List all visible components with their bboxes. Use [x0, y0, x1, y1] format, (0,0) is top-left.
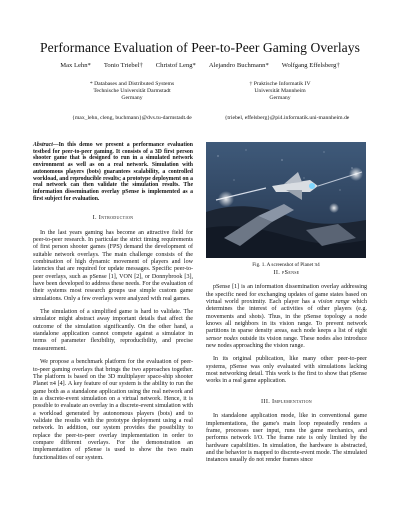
right-column: [206, 265, 367, 471]
paragraph: We propose a benchmark platform for the evaluation of peer-to-peer gaming overlays that brings the two approaches together. The platform is based on the 3D multiplayer space-ship shooter Planet π4 [4]. A key feature of our system is the ability to run the game both as a standalone application using the real network and in a discrete-event simulation on a virtual network. Hence, it is possible to evaluate an overlay in a discrete-event simulation with a workload generated by autonomous players (bots) and to validate the results with the prototype deployment using a real network. In addition, our system provides the possibility to replace the peer-to-peer overlay implementation in order to compare different overlays. For the demonstration an implementation of pSense is used to show the two main functionalities of our system.: [33, 359, 193, 461]
text-run: outside its vision range. These nodes also introduce new nodes approaching the vision range.: [206, 335, 367, 350]
affiliation-right: [205, 81, 355, 102]
abstract-lead: Abstract: [33, 142, 53, 148]
author-name: Alejandro Buchmann*: [208, 62, 269, 69]
section-heading-introduction: I. Introduction: [92, 214, 134, 222]
left-column: [33, 142, 193, 468]
paragraph: The simulation of a simplified game is hard to validate. The simulator might abstract away important details that affect the outcome of the simulation significantly. On the other hand, a standalone application cannot compete against a simulator in terms of parameter flexibility, reproducibility, and precise measurement.: [33, 309, 193, 352]
affiliation-name: * Databases and Distributed Systems: [89, 81, 175, 87]
italic-term: sensor nodes: [206, 335, 238, 342]
affiliation-name: † Praktische Informatik IV: [249, 81, 311, 87]
section-heading-implementation: III. Implementation: [261, 397, 312, 405]
section-heading-psense: II. pSense: [273, 269, 300, 276]
author-name: Wolfgang Effelsberg†: [281, 62, 340, 69]
author-name: Christof Leng*: [155, 62, 196, 69]
game-screenshot-image: [206, 142, 366, 258]
paper-title: Performance Evaluation of Peer-to-Peer Gaming Overlays: [40, 40, 360, 55]
paragraph: In its original publication, like many other peer-to-peer systems, pSense was only evaluated with simulations lacking most networking detail. This work is the first to show that pSense works in a real game application.: [206, 356, 367, 385]
abstract: [33, 142, 193, 202]
affiliation-left: [62, 81, 202, 102]
figure-caption: Fig. 1. A screenshot of Planet π4: [252, 262, 320, 268]
abstract-text: —In this demo we present a performance evaluation testbed for peer-to-peer gaming. It consists of a 3D first person shooter game that is designed to run in a simulated network environment as well as on a real network. Simulation with autonomous players (bots) guarantees scalability, a controlled workload, and reproducible results; a prototype deployment on a real network can then validate the simulation results. The information dissemination overlay pSense is implemented as a first subject for evaluation.: [33, 142, 193, 202]
text-run: which determines the interest of activities of other players (e.g. movements and shots). Thus, in the pSense topology a node knows all neighbors in its vision range. To prevent network partitions in sparse density areas, each node keeps a list of eight: [206, 299, 367, 335]
paragraph: In standalone application mode, like in conventional game implementations, the game's main loop repeatedly renders a frame, processes user input, runs the game mechanics, and performs network I/O. The frame rate is only limited by the hardware capabilities. In simulation, the hardware is abstracted, and the behavior is mapped to discrete-event mode. The simulated instances usually do not render frames since: [206, 413, 367, 464]
affiliation-institution: Universität Mannheim: [254, 88, 306, 95]
author-list: [0, 62, 400, 69]
email-left: {max_lehn, cleng, buchmann}@dvs.tu-darmstadt.de: [72, 115, 192, 121]
paragraph: In the last years gaming has become an attractive field for peer-to-peer research. In particular the strict timing requirements of first person shooter games (FPS) demand the development of suitable network overlays. The main challenge consists of the combination of high dynamic movement of players and low latencies that are required for update messages. Specific peer-to-peer overlays, such as pSense [1], VON [2], or Donnybrook [3], have been developed to address these needs. For the evaluation of their systems most research groups use simple custom game simulations. Only a few overlays were analyzed with real games.: [33, 229, 193, 302]
affiliation-country: Germany: [269, 95, 291, 102]
paragraph: [206, 284, 367, 350]
email-right: {triebel, effelsberg}@pi4.informatik.uni-mannheim.de: [224, 115, 350, 121]
italic-term: vision range: [318, 299, 350, 306]
author-name: Max Lehn*: [60, 62, 91, 69]
text-run: pSense [1] is an information dissemination overlay addressing the specific need for exchanging updates of game states based on virtual world proximity. Each player has a: [206, 284, 367, 306]
affiliation-institution: Technische Universität Darmstadt: [93, 88, 171, 95]
affiliation-country: Germany: [121, 95, 143, 102]
figure-screenshot: [206, 142, 366, 258]
author-name: Tonio Triebel†: [103, 62, 143, 69]
